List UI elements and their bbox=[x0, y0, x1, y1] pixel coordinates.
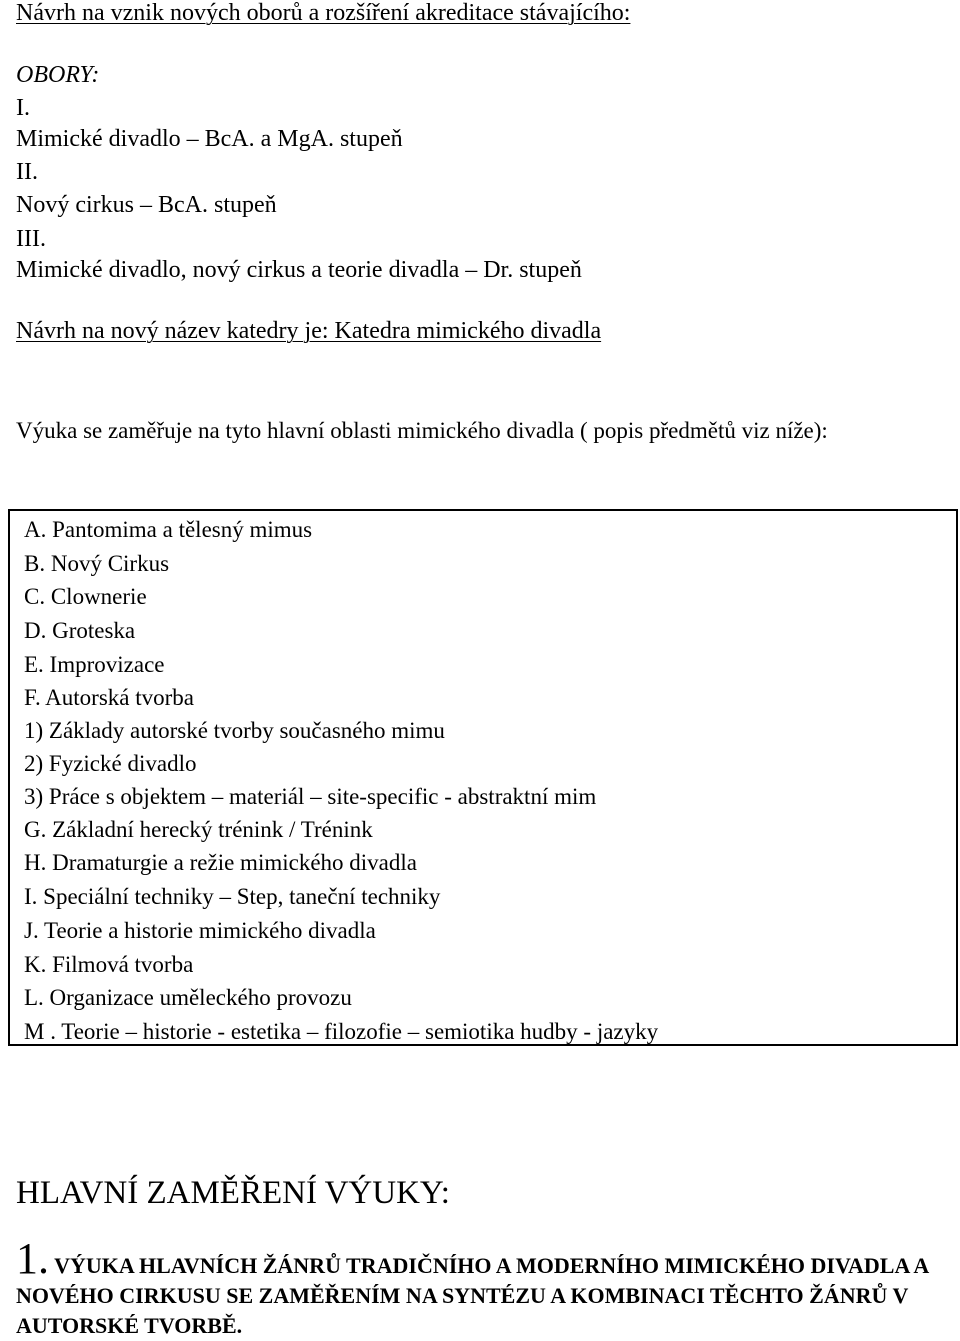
area-item: I. Speciální techniky – Step, taneční techniky bbox=[24, 884, 441, 909]
department-proposal: Návrh na nový název katedry je: Katedra mimického divadla bbox=[16, 318, 602, 344]
area-item: 3) Práce s objektem – materiál – site-specific - abstraktní mim bbox=[24, 784, 597, 809]
section-1-number: 1. bbox=[16, 1234, 49, 1283]
section-1 bbox=[16, 1234, 956, 1341]
area-item: H. Dramaturgie a režie mimického divadla bbox=[24, 850, 417, 875]
teaching-intro: Výuka se zaměřuje na tyto hlavní oblasti mimického divadla ( popis předmětů viz níže): bbox=[16, 418, 828, 443]
obor-numeral-3: III. bbox=[16, 226, 46, 252]
obor-text-3: Mimické divadlo, nový cirkus a teorie divadla – Dr. stupeň bbox=[16, 257, 582, 283]
obor-numeral-2: II. bbox=[16, 159, 38, 185]
area-item: L. Organizace uměleckého provozu bbox=[24, 985, 352, 1010]
area-item: E. Improvizace bbox=[24, 652, 165, 677]
area-item: 2) Fyzické divadlo bbox=[24, 751, 197, 776]
area-item: C. Clownerie bbox=[24, 584, 147, 609]
intro-heading: Návrh na vznik nových oborů a rozšíření akreditace stávajícího: bbox=[16, 0, 631, 26]
obory-label: OBORY: bbox=[16, 62, 100, 88]
teaching-areas-box bbox=[8, 509, 958, 1046]
area-item: B. Nový Cirkus bbox=[24, 551, 170, 576]
area-item: D. Groteska bbox=[24, 618, 136, 643]
main-heading: HLAVNÍ ZAMĚŘENÍ VÝUKY: bbox=[16, 1175, 450, 1211]
section-1-text: VÝUKA HLAVNÍCH ŽÁNRŮ TRADIČNÍHO A MODERNÍHO MIMICKÉHO DIVADLA A NOVÉHO CIRKUSU SE ZAMĚŘENÍM NA SYNTÉZU A KOMBINACI TĚCHTO ŽÁNRŮ V AUTORSKÉ TVORBĚ. bbox=[16, 1253, 929, 1338]
area-item: F. Autorská tvorba bbox=[24, 685, 195, 710]
area-item: J. Teorie a historie mimického divadla bbox=[24, 918, 376, 943]
area-item: M . Teorie – historie - estetika – filozofie – semiotika hudby - jazyky bbox=[24, 1019, 659, 1044]
area-item: G. Základní herecký trénink / Trénink bbox=[24, 817, 373, 842]
area-item: A. Pantomima a tělesný mimus bbox=[24, 517, 313, 542]
obor-numeral-1: I. bbox=[16, 95, 30, 121]
area-item: 1) Základy autorské tvorby současného mimu bbox=[24, 718, 445, 743]
obor-text-2: Nový cirkus – BcA. stupeň bbox=[16, 192, 277, 218]
area-item: K. Filmová tvorba bbox=[24, 952, 194, 977]
obor-text-1: Mimické divadlo – BcA. a MgA. stupeň bbox=[16, 126, 403, 152]
